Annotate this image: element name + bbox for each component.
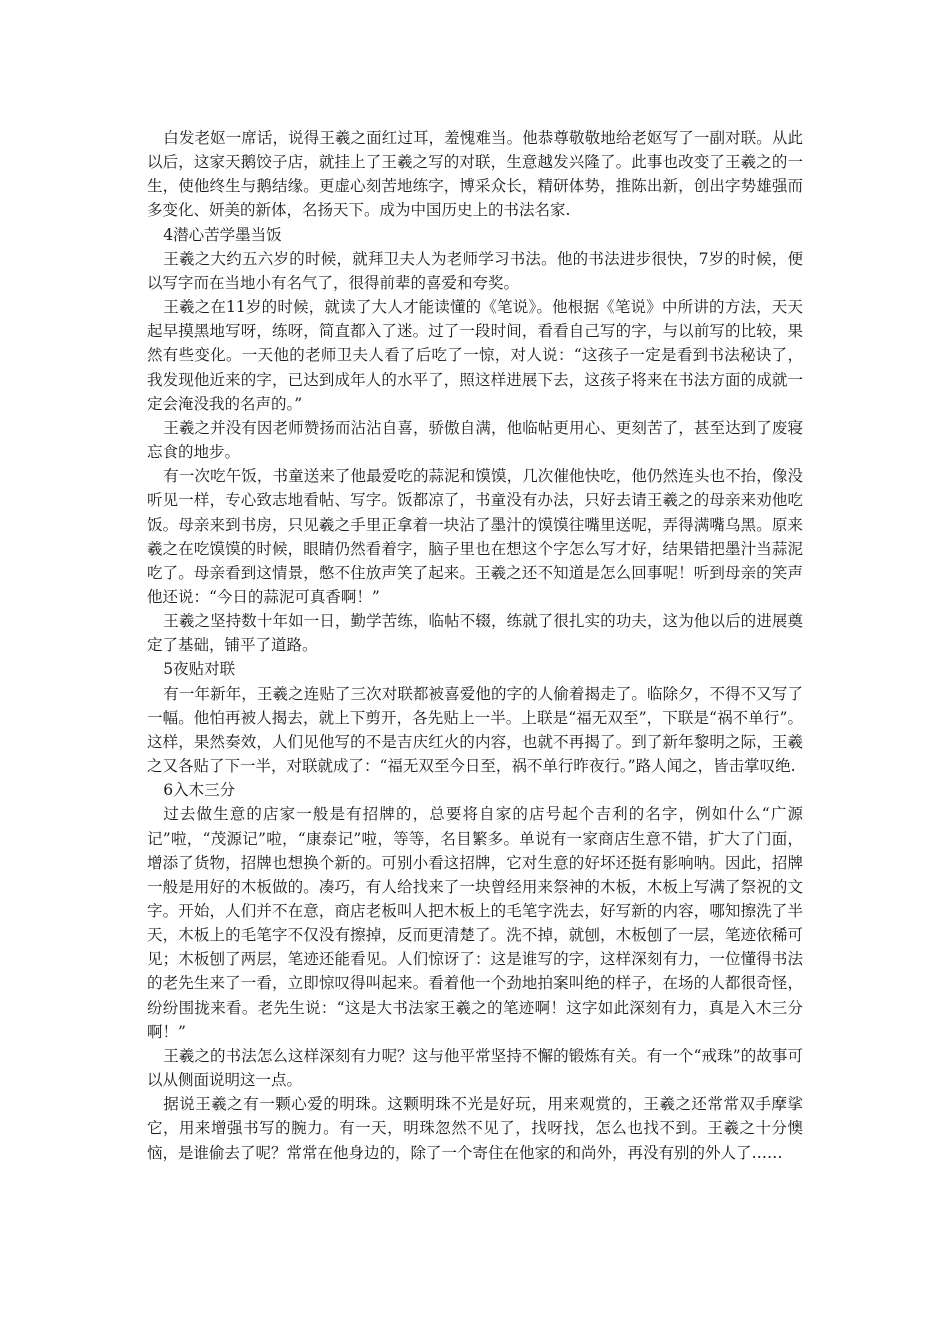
paragraph: 据说王羲之有一颗心爱的明珠。这颗明珠不光是好玩，用来观赏的，王羲之还常常双手摩挲它，用来增强书写的腕力。有一天，明珠忽然不见了，找呀找，怎么也找不到。王羲之十分懊恼，是谁偷去了呢？常常在他身边的，除了一个寄住在他家的和尚外，再没有别的外人了……: [147, 1095, 803, 1162]
paragraph: 王羲之并没有因老师赞扬而沾沾自喜，骄傲自满，他临帖更用心、更刻苦了，甚至达到了废寝忘食的地步。: [147, 418, 803, 462]
paragraph: 王羲之大约五六岁的时候，就拜卫夫人为老师学习书法。他的书法进步很快，7岁的时候，便以写字而在当地小有名气了，很得前辈的喜爱和夸奖。: [147, 249, 803, 292]
section-heading: 6入木三分: [163, 781, 236, 800]
paragraph: 有一年新年，王羲之连贴了三次对联都被喜爱他的字的人偷着揭走了。临除夕，不得不又写了一幅。他怕再被人揭去，就上下剪开，各先贴上一半。上联是“福无双至”，下联是“祸不单行”。这样，果然奏效，人们见他写的不是吉庆红火的内容，也就不再揭了。到了新年黎明之际，王羲之又各贴了下一半，对联就成了：“福无双至今日至，祸不单行昨夜行。”路人闻之，皆击掌叹绝.: [147, 684, 803, 776]
paragraph: 王羲之坚持数十年如一日，勤学苦练，临帖不辍，练就了很扎实的功夫，这为他以后的进展奠定了基础，铺平了道路。: [147, 612, 803, 655]
paragraph: 王羲之在11岁的时候，就读了大人才能读懂的《笔说》。他根据《笔说》中所讲的方法，天天起早摸黑地写呀，练呀，简直都入了迷。过了一段时间，看看自己写的字，与以前写的比较，果然有些变化。一天他的老师卫夫人看了后吃了一惊，对人说：“这孩子一定是看到书法秘诀了，我发现他近来的字，已达到成年人的水平了，照这样进展下去，这孩子将来在书法方面的成就一定会淹没我的名声的。”: [147, 298, 803, 413]
paragraph: 过去做生意的店家一般是有招牌的，总要将自家的店号起个吉利的名字，例如什么“广源记”啦，“茂源记”啦，“康泰记”啦，等等，名目繁多。单说有一家商店生意不错，扩大了门面，增添了货物，招牌也想换个新的。可别小看这招牌，它对生意的好坏还挺有影响呐。因此，招牌一般是用好的木板做的。凑巧，有人给找来了一块曾经用来祭神的木板，木板上写满了祭祝的文字。开始，人们并不在意，商店老板叫人把木板上的毛笔字洗去，好写新的内容，哪知擦洗了半天，木板上的毛笔字不仅没有擦掉，反而更清楚了。洗不掉，就刨，木板刨了一层，笔迹依稀可见；木板刨了两层，笔迹还能看见。人们惊讶了：这是谁写的字，这样深刻有力，一位懂得书法的老先生来了一看，立即惊叹得叫起来。看着他一个劲地拍案叫绝的样子，在场的人都很奇怪，纷纷围拢来看。老先生说：“这是大书法家王羲之的笔迹啊！这字如此深刻有力，真是入木三分啊！”: [147, 805, 803, 1041]
paragraph: 白发老妪一席话，说得王羲之面红过耳，羞愧难当。他恭尊敬敬地给老妪写了一副对联。从此以后，这家天鹅饺子店，就挂上了王羲之写的对联，生意越发兴隆了。此事也改变了王羲之的一生，使他终生与鹅结缘。更虚心刻苦地练字，博采众长，精研体势，推陈出新，创出字势雄强而多变化、妍美的新体，名扬天下。成为中国历史上的书法名家.: [147, 129, 803, 220]
paragraph: 王羲之的书法怎么这样深刻有力呢？这与他平常坚持不懈的锻炼有关。有一个“戒珠”的故事可以从侧面说明这一点。: [147, 1046, 803, 1090]
section-heading: 5夜贴对联: [163, 660, 236, 679]
document-body: [147, 126, 803, 1165]
paragraph: 有一次吃午饭，书童送来了他最爱吃的蒜泥和馍馍，几次催他快吃，他仍然连头也不抬，像没听见一样，专心致志地看帖、写字。饭都凉了，书童没有办法，只好去请王羲之的母亲来劝他吃饭。母亲来到书房，只见羲之手里正拿着一块沾了墨汁的馍馍往嘴里送呢，弄得满嘴乌黑。原来羲之在吃馍馍的时候，眼睛仍然看着字，脑子里也在想这个字怎么写才好，结果错把墨汁当蒜泥吃了。母亲看到这情景，憋不住放声笑了起来。王羲之还不知道是怎么回事呢！听到母亲的笑声他还说：“今日的蒜泥可真香啊！”: [147, 467, 803, 606]
section-heading: 4潜心苦学墨当饭: [163, 225, 282, 244]
